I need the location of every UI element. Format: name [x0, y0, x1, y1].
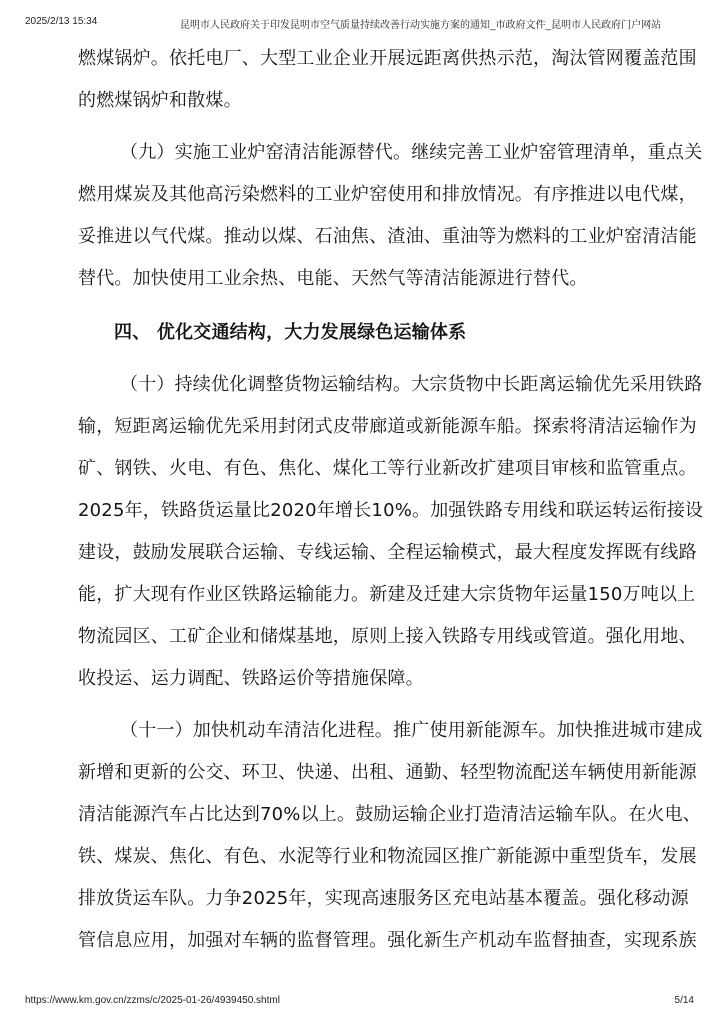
body-line: 物流园区、工矿企业和储煤基地，原则上接入铁路专用线或管道。强化用地、 [78, 626, 697, 647]
body-line: 新增和更新的公交、环卫、快递、出租、通勤、轻型物流配送车辆使用新能源 [78, 762, 697, 783]
body-line: 清洁能源汽车占比达到70%以上。鼓励运输企业打造清洁运输车队。在火电、 [78, 804, 702, 825]
page-number: 5/14 [674, 995, 694, 1006]
body-line: 燃煤锅炉。依托电厂、大型工业企业开展远距离供热示范，淘汰管网覆盖范围 [78, 48, 697, 69]
body-line: 替代。加快使用工业余热、电能、天然气等清洁能源进行替代。 [78, 268, 588, 289]
body-line: 妥推进以气代煤。推动以煤、石油焦、渣油、重油等为燃料的工业炉窑清洁能 [78, 226, 697, 247]
body-line: 输，短距离运输优先采用封闭式皮带廊道或新能源车船。探索将清洁运输作为 [78, 416, 697, 437]
paragraph-9-start: （九）实施工业炉窑清洁能源替代。继续完善工业炉窑管理清单，重点关 [120, 142, 703, 163]
paragraph-10-start: （十）持续优化调整货物运输结构。大宗货物中长距离运输优先采用铁路 [120, 374, 703, 395]
section-heading: 四、 优化交通结构，大力发展绿色运输体系 [114, 322, 467, 343]
print-datetime: 2025/2/13 15:34 [25, 16, 98, 27]
body-line: 收投运、运力调配、铁路运价等措施保障。 [78, 668, 424, 689]
body-line: 铁、煤炭、焦化、有色、水泥等行业和物流园区推广新能源中重型货车，发展 [78, 846, 697, 867]
body-line: 燃用煤炭及其他高污染燃料的工业炉窑使用和排放情况。有序推进以电代煤， [78, 184, 697, 205]
body-line: 建设，鼓励发展联合运输、专线运输、全程运输模式，最大程度发挥既有线路 [78, 542, 697, 563]
body-line: 能，扩大现有作业区铁路运输能力。新建及迁建大宗货物年运量150万吨以上 [78, 584, 696, 605]
paragraph-11-start: （十一）加快机动车清洁化进程。推广使用新能源车。加快推进城市建成 [120, 720, 703, 741]
body-line: 的燃煤锅炉和散煤。 [78, 90, 242, 111]
body-line: 管信息应用，加强对车辆的监督管理。强化新生产机动车监督抽查，实现系族 [78, 930, 697, 951]
body-line: 矿、钢铁、火电、有色、焦化、煤化工等行业新改扩建项目审核和监管重点。 [78, 458, 697, 479]
page-url: https://www.km.gov.cn/zzms/c/2025-01-26/4939450.shtml [25, 995, 280, 1006]
body-line: 2025年，铁路货运量比2020年增长10%。加强铁路专用线和联运转运衔接设 [78, 500, 704, 521]
page-header-title: 昆明市人民政府关于印发昆明市空气质量持续改善行动实施方案的通知_市政府文件_昆明市人民政府门户网站 [180, 20, 662, 31]
body-line: 排放货运车队。力争2025年，实现高速服务区充电站基本覆盖。强化移动源 [78, 888, 689, 909]
